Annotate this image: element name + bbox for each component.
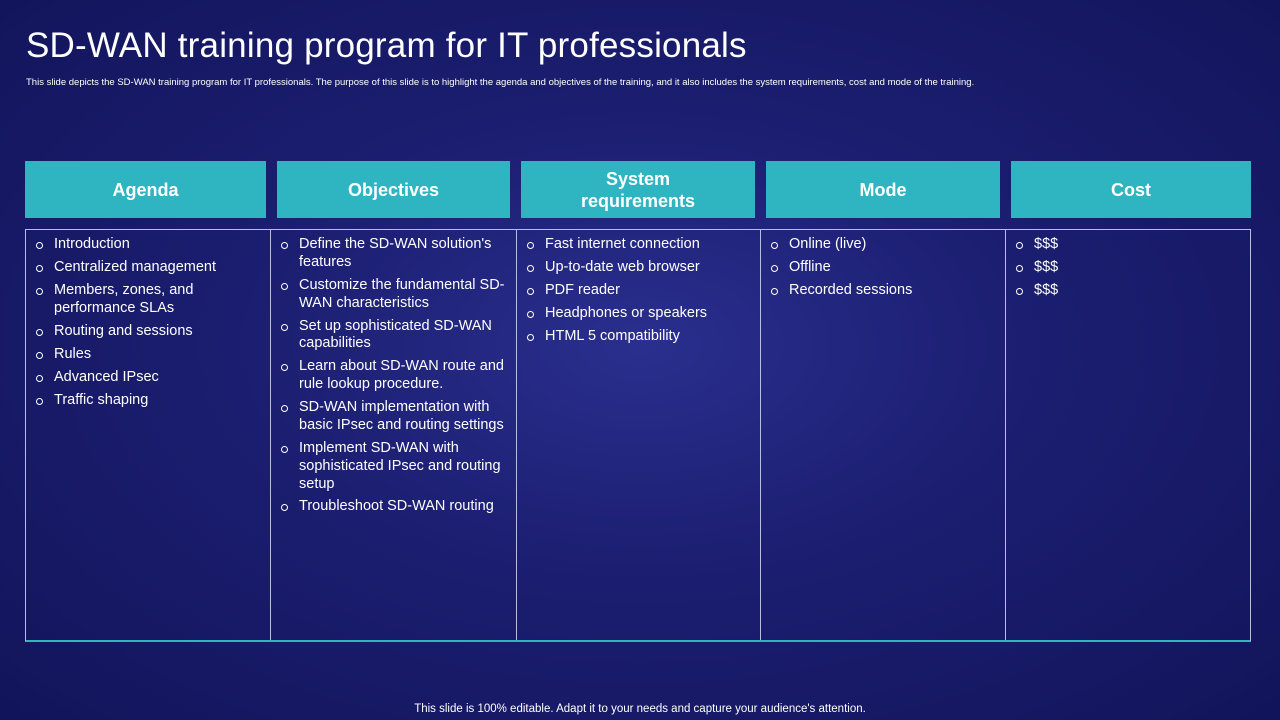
slide-footer: This slide is 100% editable. Adapt it to your needs and capture your audience's attention. [414,703,866,715]
column-cost [1006,230,1250,640]
objectives-list [281,236,506,516]
list-item-text: Troubleshoot SD-WAN routing [299,498,494,515]
circle-bullet-icon [281,405,288,412]
column-header-objectives [277,161,510,218]
column-header-cost [1011,161,1251,218]
list-item-text: Learn about SD-WAN route and rule lookup procedure. [299,358,504,393]
column-header-agenda [25,161,266,218]
list-item-text: Define the SD-WAN solution's features [299,236,492,270]
cost-list [1016,236,1240,300]
list-item-text: HTML 5 compatibility [545,327,680,344]
list-item [36,323,260,341]
list-item-text: Offline [789,258,831,275]
circle-bullet-icon [527,311,534,318]
circle-bullet-icon [281,446,288,453]
list-item [281,498,506,516]
list-item [1016,236,1240,254]
circle-bullet-icon [36,288,43,295]
list-item-text: Traffic shaping [54,391,149,408]
circle-bullet-icon [771,288,778,295]
list-item [36,346,260,364]
list-item-text: Customize the fundamental SD-WAN characteristics [299,276,505,311]
list-item [1016,259,1240,277]
list-item-text: Headphones or speakers [545,304,708,321]
list-item [36,236,260,254]
circle-bullet-icon [36,398,43,405]
mode-list [771,236,995,300]
circle-bullet-icon [281,504,288,511]
list-item [281,399,506,435]
list-item [771,236,995,254]
list-item [527,305,750,323]
list-item-text: Set up sophisticated SD-WAN capabilities [299,317,492,352]
list-item-text: $$$ [1034,236,1059,252]
list-item-text: Members, zones, and performance SLAs [54,281,194,316]
list-item [527,282,750,300]
circle-bullet-icon [771,265,778,272]
list-item [36,392,260,410]
list-item [281,236,506,272]
list-item [527,236,750,254]
list-item-text: Routing and sessions [54,322,193,339]
circle-bullet-icon [36,375,43,382]
list-item [771,259,995,277]
list-item-text: Implement SD-WAN with sophisticated IPsec and routing setup [299,439,501,492]
list-item [36,282,260,318]
column-header-label: Objectives [347,179,440,200]
list-item [281,440,506,493]
circle-bullet-icon [527,334,534,341]
list-item [1016,282,1240,300]
list-item-text: Rules [54,345,92,362]
agenda-list [36,236,260,410]
column-header-mode [766,161,1000,218]
list-item-text: Recorded sessions [789,281,913,298]
column-agenda [26,230,271,640]
list-item-text: Introduction [54,236,130,252]
circle-bullet-icon [771,242,778,249]
system-requirements-list [527,236,750,346]
list-item-text: Centralized management [54,258,217,275]
column-header-label: Mode [859,179,907,200]
circle-bullet-icon [527,265,534,272]
list-item-text: Advanced IPsec [54,368,159,385]
slide-subtitle: This slide depicts the SD-WAN training program for IT professionals. The purpose of this slide is to highlight the agenda and objectives of the training, and it also includes the system requirements, cost and mode of the training. [26,77,975,88]
circle-bullet-icon [281,242,288,249]
column-header-label: System requirements [580,168,696,211]
list-item-text: SD-WAN implementation with basic IPsec and routing settings [299,399,504,433]
list-item [771,282,995,300]
circle-bullet-icon [36,265,43,272]
list-item-text: Fast internet connection [545,236,700,252]
list-item-text: PDF reader [545,281,620,298]
circle-bullet-icon [527,242,534,249]
list-item-text: $$$ [1034,281,1059,298]
column-header-label: Cost [1111,179,1151,200]
circle-bullet-icon [1016,242,1023,249]
circle-bullet-icon [1016,265,1023,272]
list-item [281,358,506,394]
list-item-text: $$$ [1034,258,1059,275]
list-item [281,277,506,313]
column-header-label: Agenda [112,179,179,200]
circle-bullet-icon [281,364,288,371]
list-item-text: Online (live) [789,236,867,252]
column-header-system-requirements [521,161,755,218]
slide-title: SD-WAN training program for IT professionals [26,26,747,65]
column-system-requirements [517,230,761,640]
list-item [527,328,750,346]
circle-bullet-icon [527,288,534,295]
circle-bullet-icon [36,329,43,336]
list-item [36,369,260,387]
column-mode [761,230,1006,640]
content-table [25,229,1251,642]
circle-bullet-icon [36,242,43,249]
list-item [281,318,506,354]
circle-bullet-icon [281,324,288,331]
column-objectives [271,230,517,640]
list-item [36,259,260,277]
circle-bullet-icon [281,283,288,290]
circle-bullet-icon [1016,288,1023,295]
list-item [527,259,750,277]
circle-bullet-icon [36,352,43,359]
list-item-text: Up-to-date web browser [545,258,700,275]
